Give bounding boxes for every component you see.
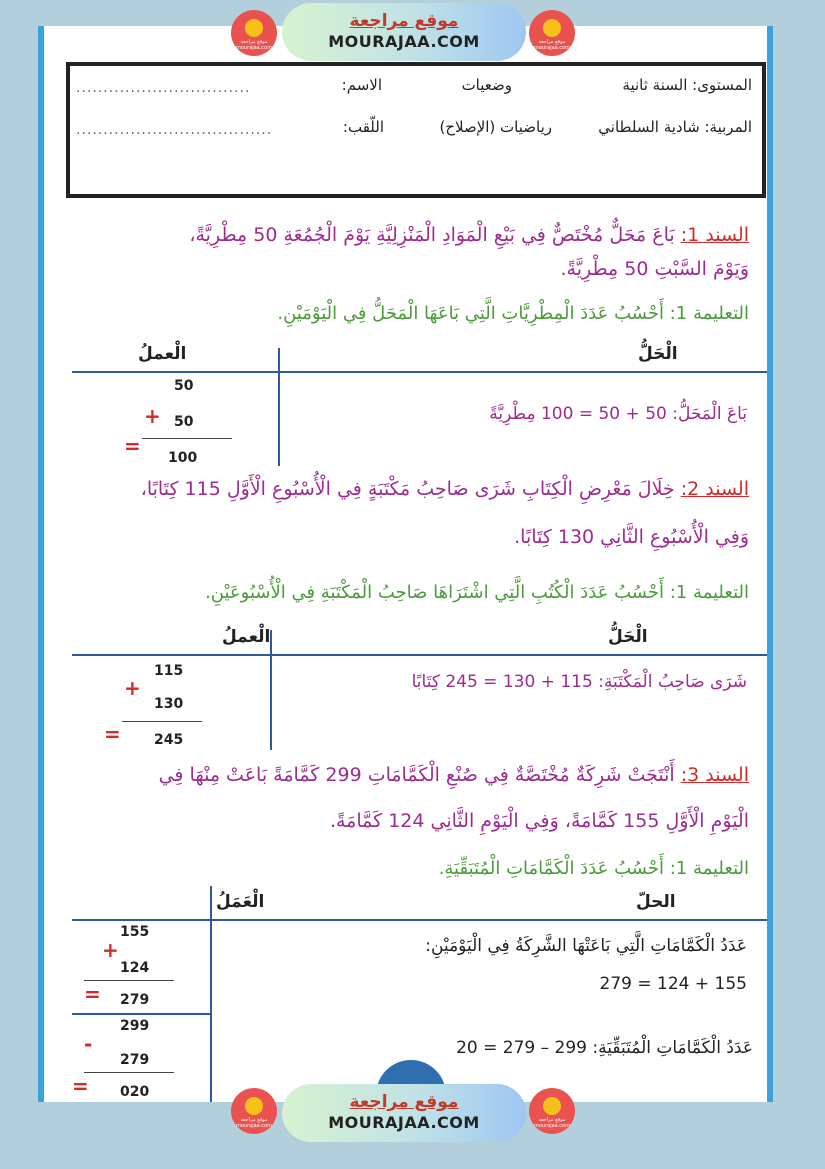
banner-arabic: موقع مراجعة bbox=[349, 11, 459, 31]
section-2-line-2: وَفِي الْأُسْبُوعِ الثَّانِي 130 كِتَابًا. bbox=[514, 526, 749, 548]
section-1-line-2: وَيَوْمَ السَّبْتِ 50 مِطْرِيَّةً. bbox=[560, 258, 749, 280]
logo-mark-icon bbox=[245, 1097, 263, 1115]
work-3-plus-sign: + bbox=[102, 938, 119, 962]
work-1-sum-bar bbox=[142, 438, 232, 439]
work-3-sum-bar bbox=[84, 980, 174, 981]
section-3-label: السند 3: bbox=[680, 764, 749, 786]
section-3-solution-header: الحلّ bbox=[636, 892, 676, 912]
banner-arabic: موقع مراجعة bbox=[349, 1092, 459, 1112]
section-3-work-header: الْعَمَلُ bbox=[216, 892, 265, 912]
section-2-label: السند 2: bbox=[680, 478, 749, 500]
section-1-label: السند 1: bbox=[680, 224, 749, 246]
worksheet bbox=[38, 26, 773, 1102]
work-3-separator bbox=[72, 1013, 210, 1015]
site-logo-right bbox=[529, 10, 575, 56]
section-3-divider bbox=[72, 919, 768, 921]
logo-caption: موقع مراجعة mourajaa.com bbox=[533, 39, 570, 51]
work-3-operand-d: 279 bbox=[120, 1052, 150, 1068]
section-3-line-1: السند 3: أَنْتَجَتْ شَرِكَةٌ مُخْتَصَّةٌ فِي صُنْعِ الْكَمَّامَاتِ 299 كَمَّامَةً بَاعَتْ مِنْهَا فِي bbox=[158, 764, 749, 786]
section-3-solution-line-2: 279 = 124 + 155 bbox=[599, 974, 747, 994]
site-logo-left bbox=[231, 10, 277, 56]
work-3-diff-bar bbox=[84, 1072, 174, 1073]
section-3-solution-line-3: عَدَدُ الْكَمَّامَاتِ الْمُتَبَقِّيَةِ: 299 – 279 = 20 bbox=[456, 1038, 753, 1058]
section-1-line-1: السند 1: بَاعَ مَحَلٌّ مُخْتَصٌّ فِي بَيْعِ الْمَوَادِ الْمَنْزِلِيَّةِ يَوْمَ الْجُمُعَةِ 50 مِطْرِيَّةً، bbox=[189, 224, 749, 246]
work-2-result: 245 bbox=[154, 732, 184, 748]
section-2-line-1: السند 2: خِلَالَ مَعْرِضِ الْكِتَابِ شَرَى صَاحِبُ مَكْتَبَةٍ فِي الْأُسْبُوعِ الْأَوَّلِ 115 كِتَابًا، bbox=[140, 478, 749, 500]
work-2-plus-sign: + bbox=[124, 676, 141, 700]
work-2-equals-sign: = bbox=[104, 722, 121, 746]
work-1-plus-sign: + bbox=[144, 404, 161, 428]
section-1-solution-header: الْحَلُّ bbox=[638, 344, 678, 364]
name-label: الاسم: bbox=[341, 76, 382, 94]
logo-caption: موقع مراجعة mourajaa.com bbox=[533, 1117, 570, 1129]
logo-mark-icon bbox=[245, 19, 263, 37]
logo-mark-icon bbox=[543, 1097, 561, 1115]
logo-mark-icon bbox=[543, 19, 561, 37]
work-3-result-2: 020 bbox=[120, 1084, 150, 1100]
section-2-solution-header: الْحَلُّ bbox=[608, 627, 648, 647]
section-1-work-header: الْعملُ bbox=[138, 344, 187, 364]
work-3-operand-b: 124 bbox=[120, 960, 150, 976]
level-text: المستوى: السنة ثانية bbox=[622, 76, 752, 94]
section-3-instruction: التعليمة 1: أَحْسُبُ عَدَدَ الْكَمَّامَاتِ الْمُتَبَقِّيَةِ. bbox=[438, 858, 749, 879]
work-1-result: 100 bbox=[168, 450, 198, 466]
section-1-divider bbox=[72, 371, 768, 373]
work-1-equals-sign: = bbox=[124, 434, 141, 458]
logo-caption: موقع مراجعة mourajaa.com bbox=[235, 39, 272, 51]
work-3-operand-c: 299 bbox=[120, 1018, 150, 1034]
work-1-operand-b: 50 bbox=[174, 414, 194, 430]
work-2-operand-b: 130 bbox=[154, 696, 184, 712]
work-2-operand-a: 115 bbox=[154, 663, 184, 679]
site-banner-bottom[interactable] bbox=[282, 1084, 526, 1142]
work-3-result: 279 bbox=[120, 992, 150, 1008]
section-2-instruction: التعليمة 1: أَحْسُبُ عَدَدَ الْكُتُبِ الَّتِي اشْتَرَاهَا صَاحِبُ الْمَكْتَبَةِ فِي الْأُسْبُوعَيْنِ. bbox=[205, 582, 749, 603]
site-logo-left-bottom bbox=[231, 1088, 277, 1134]
header-box bbox=[66, 62, 766, 198]
subject-text: رياضيات (الإصلاح) bbox=[439, 118, 552, 136]
section-1-instruction: التعليمة 1: أَحْسُبُ عَدَدَ الْمِطْرِيَّاتِ الَّتِي بَاعَهَا الْمَحَلُّ فِي الْيَوْمَيْنِ. bbox=[277, 303, 749, 324]
surname-dots: .................................... bbox=[76, 122, 273, 138]
site-logo-right-bottom bbox=[529, 1088, 575, 1134]
section-3-line-2: الْيَوْمِ الْأَوَّلِ 155 كَمَّامَةً، وَفِي الْيَوْمِ الثَّانِي 124 كَمَّامَةً. bbox=[329, 810, 749, 832]
work-1-operand-a: 50 bbox=[174, 378, 194, 394]
logo-caption: موقع مراجعة mourajaa.com bbox=[235, 1117, 272, 1129]
section-2-work-header: الْعملُ bbox=[222, 627, 271, 647]
work-3-equals-sign-2: = bbox=[72, 1074, 89, 1098]
site-banner-top[interactable] bbox=[282, 3, 526, 61]
section-2-solution: شَرَى صَاحِبُ الْمَكْتَبَةِ: 115 + 130 = 245 كِتَابًا bbox=[411, 672, 747, 692]
subject-kind-text: وضعيات bbox=[461, 76, 512, 94]
work-3-operand-a: 155 bbox=[120, 924, 150, 940]
section-1-column-divider bbox=[278, 348, 280, 466]
work-2-sum-bar bbox=[122, 721, 202, 722]
teacher-text: المربية: شادية السلطاني bbox=[598, 118, 752, 136]
name-dots: ................................ bbox=[76, 80, 251, 96]
banner-english: MOURAJAA.COM bbox=[328, 32, 480, 51]
work-3-minus-sign: - bbox=[84, 1032, 93, 1056]
section-2-divider bbox=[72, 654, 768, 656]
banner-english: MOURAJAA.COM bbox=[328, 1113, 480, 1132]
work-3-equals-sign: = bbox=[84, 982, 101, 1006]
surname-label: اللّقب: bbox=[342, 118, 384, 136]
section-1-solution: بَاعَ الْمَحَلُّ: 50 + 50 = 100 مِطْرِيَّةً bbox=[489, 404, 747, 424]
section-3-solution-line-1: عَدَدُ الْكَمَّامَاتِ الَّتِي بَاعَتْهَا الشَّرِكَةُ فِي الْيَوْمَيْنِ: bbox=[425, 936, 747, 956]
section-3-column-divider bbox=[210, 886, 212, 1102]
section-2-column-divider bbox=[270, 630, 272, 750]
